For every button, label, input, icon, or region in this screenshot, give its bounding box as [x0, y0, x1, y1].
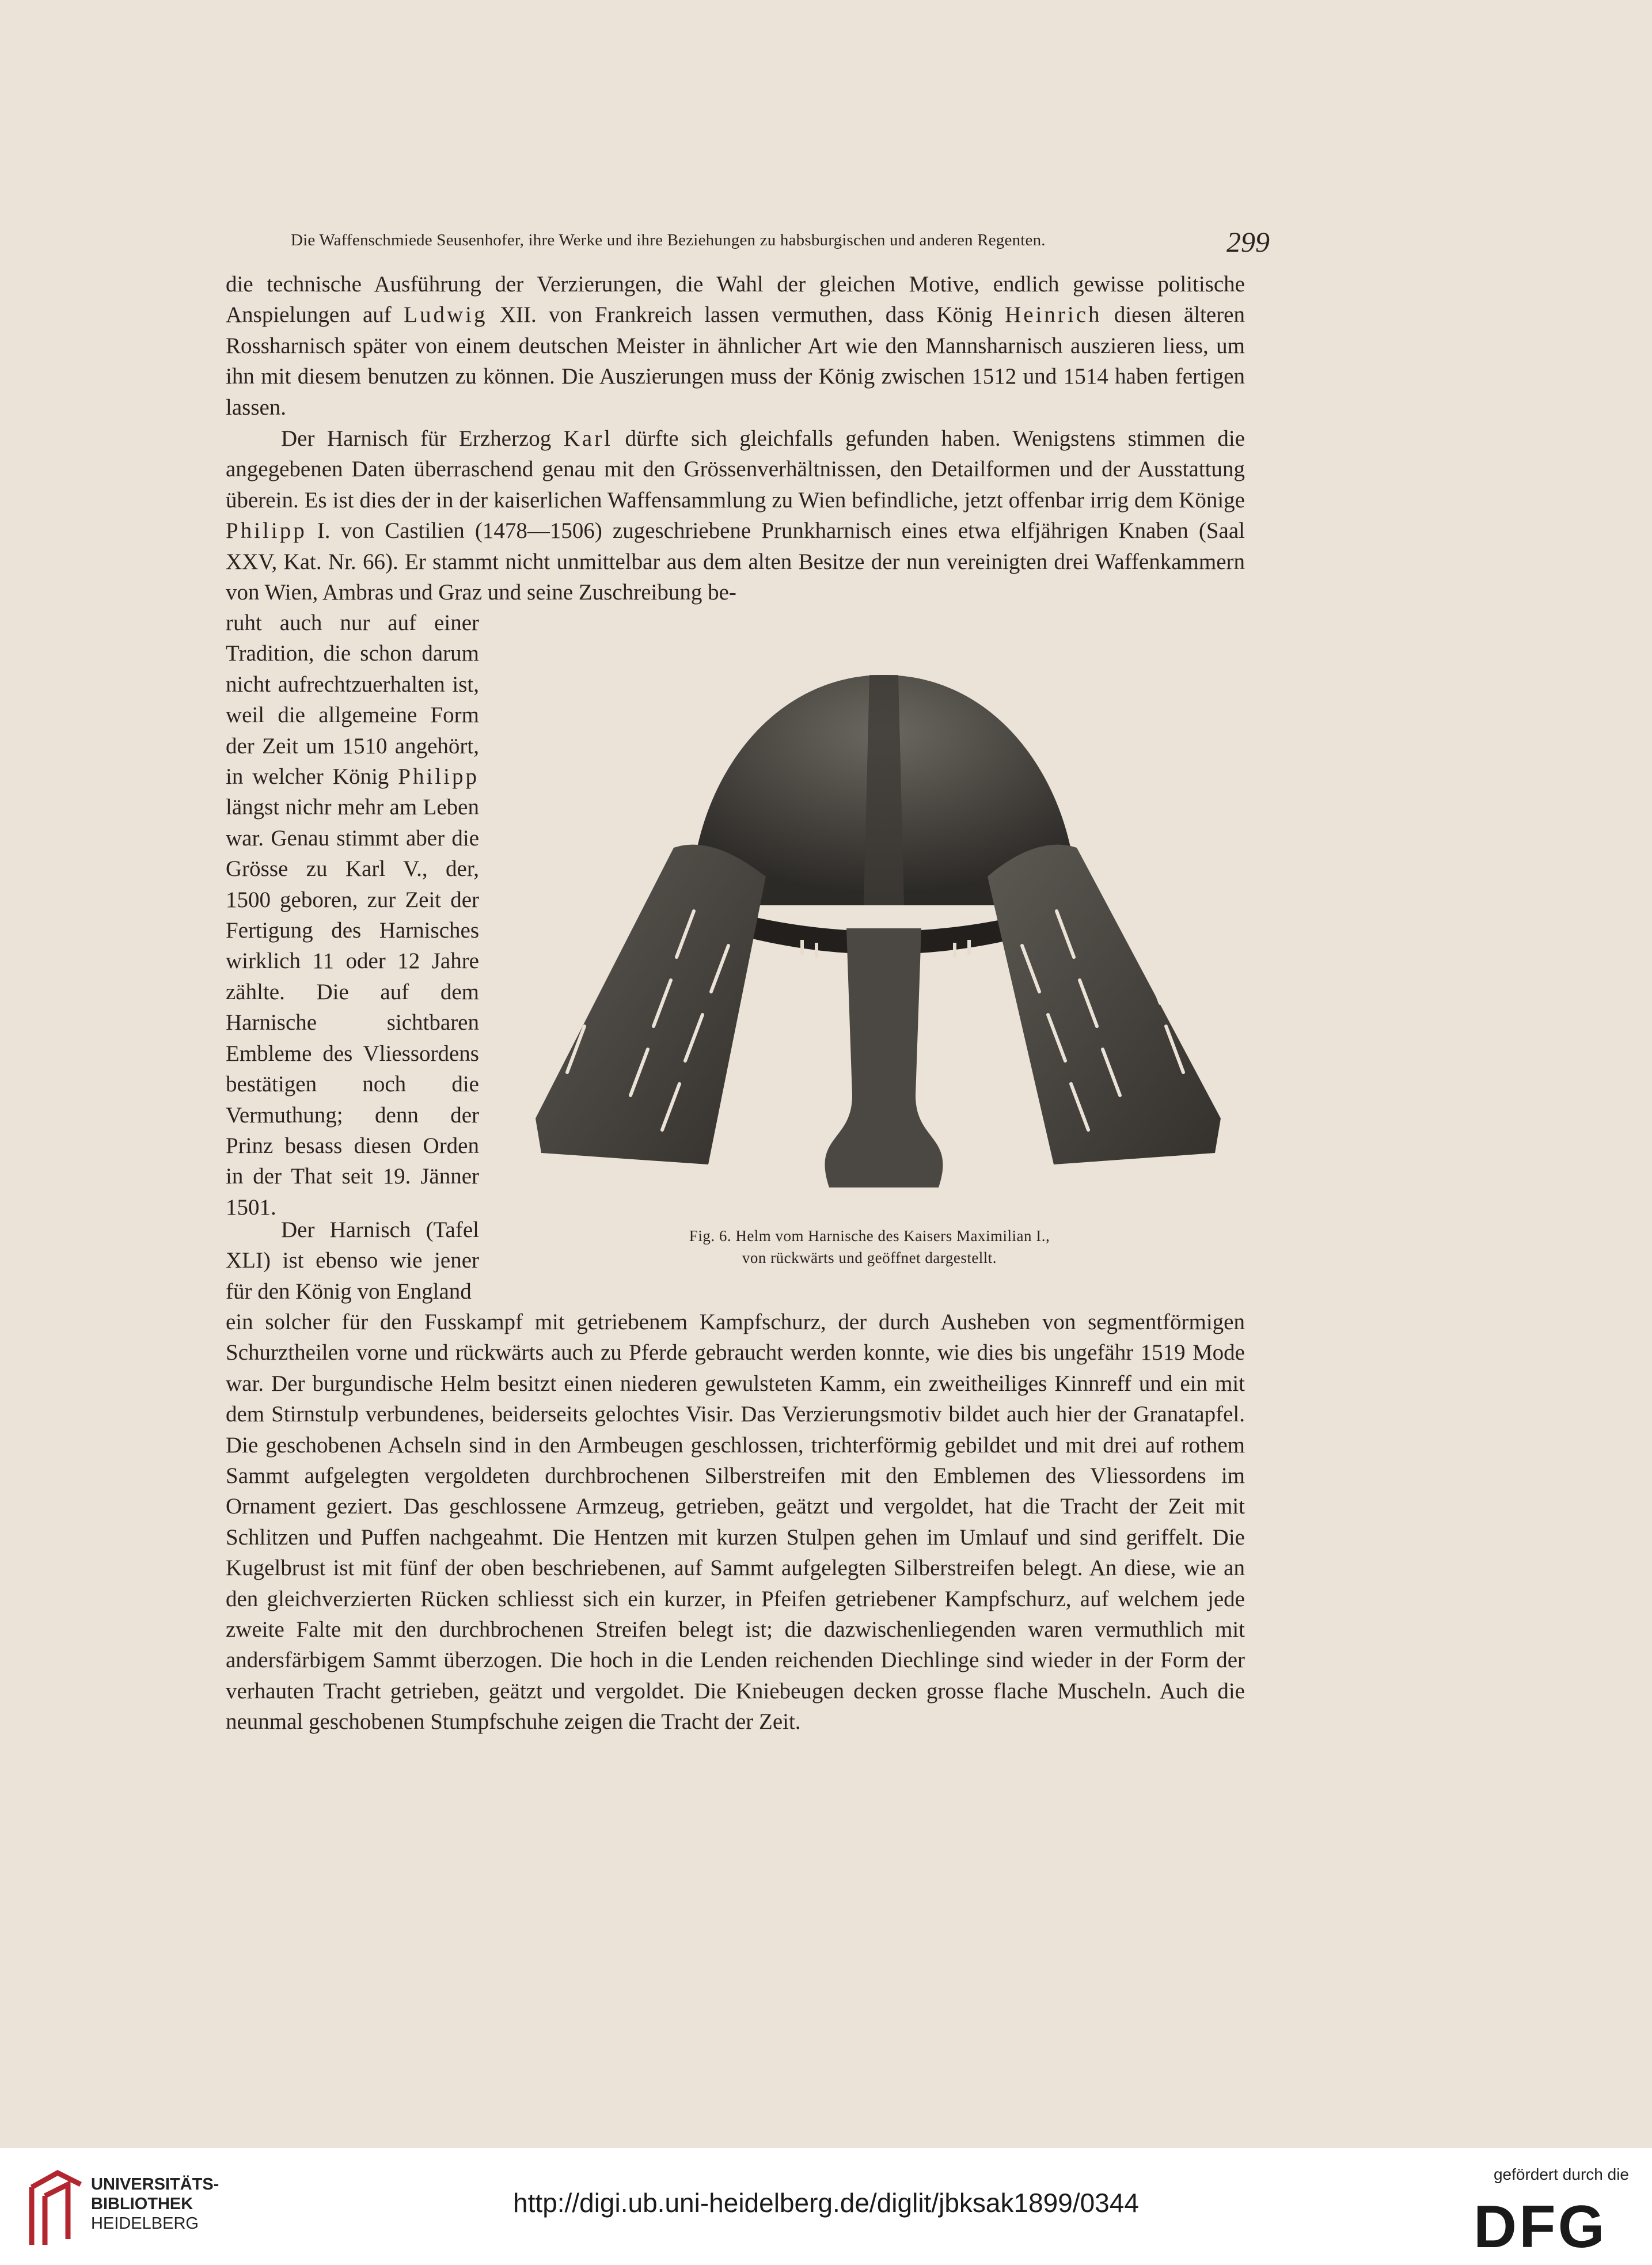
library-name: UNIVERSITÄTS- BIBLIOTHEK HEIDELBERG [91, 2175, 219, 2233]
helmet-illustration [501, 658, 1244, 1216]
paragraph-1 [226, 269, 1245, 423]
paragraph-3-rest: ein solcher für den Fusskampf mit getriebenem Kampfschurz, der durch Ausheben von segmentförmigen Schurztheilen vorne und rückwärts auch zu Pferde gebraucht werden konnte, wie dies bis ungefähr 1519 Mode war. Der burgundische Helm besitzt einen niederen gewulsteten Kamm, ein zweitheiliges Kinnreff und ein mit dem Stirnstulp verbundenes, beiderseits gelochtes Visir. Das Verzierungsmotiv bildet auch hier der Granatapfel. Die geschobenen Achseln sind in den Armbeugen geschlossen, trichterförmig gebildet und mit drei auf rothem Sammt aufgelegten vergoldeten durchbrochenen Silberstreifen mit den Emblemen des Vliessordens im Ornament geziert. Das geschlossene Armzeug, getrieben, geätzt und vergoldet, hat die Tracht der Zeit mit Schlitzen und Puffen nachgeahmt. Die Hentzen mit kurzen Stulpen gehen im Umlauf und sind geriffelt. Die Kugelbrust ist mit fünf der oben beschriebenen, auf Sammt aufgelegten Silberstreifen belegt. An diese, wie an den gleichverzierten Rücken schliesst sich ein kurzer, in Pfeifen getriebener Kampfschurz, auf welchem jede zweite Falte mit den durchbrochenen Streifen belegt ist; die dazwischenliegenden waren vermuthlich mit andersfärbigem Sammt überzogen. Die hoch in die Lenden reichenden Diechlinge sind wieder in der Form der verhauten Tracht getrieben, geätzt und vergoldet. Die Kniebeugen decken grosse flache Muscheln. Auch die neunmal geschobenen Stumpfschuhe zeigen die Tracht der Zeit. [226, 1310, 1245, 1735]
spaced-name: Heinrich [1005, 302, 1102, 328]
figure-helmet [501, 658, 1244, 1216]
caption-line-1: Fig. 6. Helm vom Harnische des Kaisers Maximilian I., [689, 1227, 1050, 1245]
page-number: 299 [1226, 226, 1270, 258]
permalink-url[interactable]: http://digi.ub.uni-heidelberg.de/diglit/jbksak1899/0344 [513, 2188, 1139, 2218]
funded-by-label: gefördert durch die [1493, 2165, 1629, 2183]
left-cheek-plate [536, 845, 766, 1164]
running-header [291, 222, 1270, 268]
figure-caption [576, 1225, 1163, 1269]
paragraph-2 [226, 423, 1245, 608]
text-run: Der Harnisch für Erzherzog [281, 426, 564, 451]
text-run: XII. von Frankreich lassen vermuthen, dass König [487, 302, 1005, 328]
spaced-name: Philipp [398, 764, 479, 790]
spaced-name: Karl [563, 426, 613, 451]
svg-text:DFG: DFG [1473, 2199, 1607, 2252]
dfg-logo-icon [1473, 2199, 1629, 2252]
text-run: I. von Castilien (1478—1506) zugeschriebene Prunkharnisch eines etwa elfjährigen Knaben (Saal XXV, Kat. Nr. 66). Er stammt nicht unmittelbar aus dem alten Besitze der nun vereinigten drei Waffenkammern von Wien, Ambras und Graz und seine Zuschreibung be- [226, 518, 1245, 605]
text-run: diesen älteren Rossharnisch später von einem deutschen Meister in ähnlicher Art wie den Mannsharnisch auszieren liess, um ihn mit diesem benutzen zu können. Die Auszierungen muss der König zwischen 1512 und 1514 haben fertigen lassen. [226, 302, 1245, 420]
paragraph-2-continued [226, 608, 479, 1223]
text-run: ruht auch nur auf einer Tradition, die schon darum nicht aufrechtzuerhalten ist, weil die allgemeine Form der Zeit um 1510 angehört, in welcher König [226, 610, 479, 790]
helmet-neck-guard [825, 928, 943, 1187]
caption-line-2: von rückwärts und geöffnet dargestellt. [742, 1249, 997, 1266]
text-run: längst nichr mehr am Leben war. Genau stimmt aber die Grösse zu Karl V., der, 1500 geboren, zur Zeit der Fertigung des Harnisches wirklich 11 oder 12 Jahre zählte. Die auf dem Harnische sichtbaren Embleme des Vliessordens bestätigen noch die Vermuthung; denn der Prinz besass diesen Orden in der That seit 19. Jänner 1501. [226, 795, 479, 1220]
helmet-comb [864, 675, 904, 905]
running-title: Die Waffenschmiede Seusenhofer, ihre Werke und ihre Beziehungen zu habsburgischen und anderen Regenten. [291, 231, 1046, 249]
text-run: dürfte sich gleichfalls gefunden haben. Wenigstens stimmen die angegebenen Daten überraschend genau mit den Grössenverhältnissen, den Detailformen und der Ausstattung überein. Es ist dies der in der kaiserlichen Waffensammlung zu Wien befindliche, jetzt offenbar irrig dem Könige [226, 426, 1245, 513]
spaced-name: Ludwig [404, 302, 488, 328]
spaced-name: Philipp [226, 518, 307, 544]
paragraph-3-start: Der Harnisch (Tafel XLI) ist ebenso wie jener für den König von England [226, 1217, 479, 1304]
right-cheek-plate [988, 845, 1221, 1164]
footer-bar [0, 2148, 1652, 2265]
text-run: die technische Ausführung der Verzierungen, die Wahl der gleichen Motive, endlich gewisse politische Anspielungen auf [226, 272, 1245, 328]
